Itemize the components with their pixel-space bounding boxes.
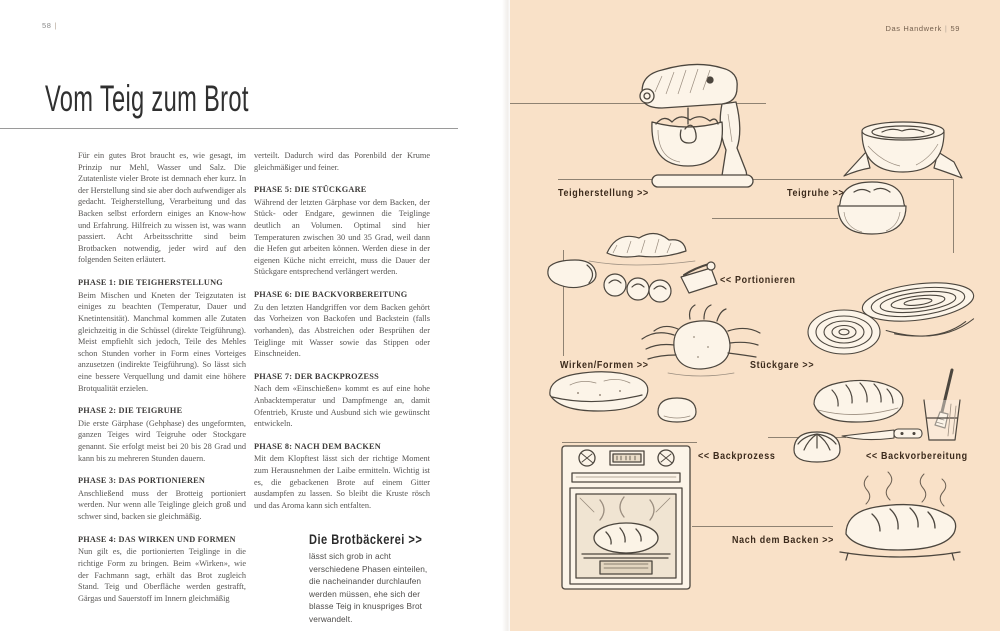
phase-2-body: Die erste Gärphase (Gehphase) des ungeformten, ganzen Teiges wird Teigruhe oder Stockgare genannt. Sie erfolgt meist bei 20 bis 28 Grad und kann bis zu mehreren Stunden dauern. (78, 418, 246, 463)
scored-loaf-illustration (810, 372, 908, 428)
knife-illustration (840, 424, 925, 446)
right-folio-divider: | (944, 24, 948, 33)
text-column-2 (254, 150, 430, 625)
small-dough-round-illustration (652, 392, 702, 426)
label-wirken-formen: Wirken/Formen >> (560, 359, 649, 371)
phase-3 (78, 475, 246, 522)
dough-portions-illustration (543, 225, 725, 305)
pleated-roll-illustration (790, 426, 845, 468)
right-header: Das Handwerk (885, 24, 942, 33)
right-folio (860, 24, 960, 33)
phase-2 (78, 405, 246, 464)
phase-6-heading: PHASE 6: DIE BACKVORBEREITUNG (254, 290, 408, 300)
intro-paragraph: Für ein gutes Brot braucht es, wie gesagt, im Prinzip nur Mehl, Wasser und Salz. Die Zutatenliste vieler Brote ist demnach eher kurz. In der Herstellung sind sie aber doch aufwendiger als gedacht. Teigherstellung, Verarbeitung und das Backen selbst erfordern einiges an Know-how und Erfahrung. Hilfreich zu wissen ist, was wann passiert. Acht Arbeitsschritte sind beim Brotbacken notwendig, jeder wird auf den folgenden Seiten erläutert. (78, 151, 246, 265)
phase-1 (78, 277, 246, 394)
connector-line (692, 526, 833, 527)
phase-4 (78, 534, 246, 605)
phase-4-heading: PHASE 4: DAS WIRKEN UND FORMEN (78, 534, 236, 544)
phase-6-body: Zu den letzten Handgriffen vor dem Backen gehört das Vorheizen von Backofen und Backstein (falls vorhanden), das Abstreichen oder Besprühen der Teiglinge mit Wasser sowie das Stippen oder Einschneiden. (254, 302, 430, 359)
steaming-bread-illustration (832, 470, 970, 566)
column2-continuation: verteilt. Dadurch wird das Porenbild der Krume gleichmäßiger und feiner. (254, 151, 430, 172)
phase-2-heading: PHASE 2: DIE TEIGRUHE (78, 406, 183, 416)
oven-with-bread-illustration (560, 440, 693, 593)
phase-1-heading: PHASE 1: DIE TEIGHERSTELLUNG (78, 278, 223, 288)
callout-title: Die Brotbäckerei >> (309, 532, 423, 548)
page-title: Vom Teig zum Brot (45, 78, 249, 119)
connector-line (712, 218, 838, 219)
phase-1-body: Beim Mischen und Kneten der Teigzutaten ist einiges zu beachten (Temperatur, Dauer und Knetintensität). Manchmal kommen alle Zutaten gleichzeitig in die Schüssel (direkte Teigführung). Meist empfiehlt sich jedoch, Teile des Mehles schon Stunden vorher in Form eines Vorteiges anzusetzen (indirekte Teigführung). So lässt sich eine bessere Verquellung und damit eine höhere Brotqualität erzielen. (78, 290, 246, 393)
label-nach-dem-backen: Nach dem Backen >> (732, 534, 835, 546)
phase-5-body: Während der letzten Gärphase vor dem Backen, der Stück- oder Endgare, gewinnen die Teiglinge deutlich an Volumen. Optimal sind hier Temperaturen zwischen 30 und 35 Grad, weil dann die Hefen gut arbeiten können. Werden diese in der eigenen Küche nicht erreicht, muss die Dauer der Stückgare entsprechend verlängert werden. (254, 197, 430, 277)
stand-mixer-illustration (618, 58, 770, 190)
phase-8 (254, 441, 430, 512)
label-teigruhe: Teigruhe >> (787, 187, 845, 199)
proofing-baskets-illustration (806, 276, 976, 358)
phase-5-heading: PHASE 5: DIE STÜCKGARE (254, 185, 367, 195)
page-gutter (502, 0, 510, 631)
phase-7 (254, 371, 430, 430)
folio-divider: | (54, 21, 58, 30)
phase-4-body: Nun gilt es, die portionierten Teiglinge in die richtige Form zu bringen. Beim «Wirken», wie der Fachmann sagt, erhält das Brot zugleich Stand. Teig und Oberfläche werden gestrafft, Gärgas und Sauerstoff im Innern gleichmäßig (78, 547, 246, 603)
water-glass-with-brush-illustration (918, 368, 966, 444)
phase-7-body: Nach dem «Einschießen» kommt es auf eine hohe Anbacktemperatur und Dampfmenge an, damit Ofentrieb, Kruste und Ausbund sich wie gewünscht entwickeln. (254, 384, 430, 429)
label-portionieren: << Portionieren (720, 274, 796, 286)
text-column-1 (78, 150, 246, 604)
phase-3-body: Anschließend muss der Brotteig portioniert werden. Nur wenn alle Teiglinge gleich groß und schwer sind, backen sie gleichmäßig. (78, 488, 246, 522)
phase-8-body: Mit dem Klopftest lässt sich der richtige Moment zum Herausnehmen der Laibe ermitteln. Wichtig ist es, die gebackenen Brote auf einem Gitter ausdampfen zu lassen. So bleibt die Kruste rösch und das Aroma kann sich entfalten. (254, 454, 430, 510)
phase-7-heading: PHASE 7: DER BACKPROZESS (254, 371, 379, 381)
phase-3-heading: PHASE 3: DAS PORTIONIEREN (78, 476, 206, 486)
label-teigherstellung: Teigherstellung >> (558, 187, 649, 199)
phase-6 (254, 289, 430, 360)
left-page-number: 58 (42, 21, 52, 30)
right-page-number: 59 (950, 24, 960, 33)
label-backvorbereitung: << Backvorbereitung (866, 450, 968, 462)
callout-body: lässt sich grob in acht verschiedene Phasen einteilen, die nacheinander durchlaufen werden müssen, ehe sich der blasse Teig in knuspriges Brot verwandelt. (309, 551, 428, 624)
label-stueckgare: Stückgare >> (750, 359, 815, 371)
label-backprozess: << Backprozess (698, 450, 776, 462)
phase-8-heading: PHASE 8: NACH DEM BACKEN (254, 441, 381, 451)
phase-5 (254, 184, 430, 278)
title-rule (0, 128, 458, 129)
left-folio (42, 21, 60, 30)
flat-loaves-illustration (542, 365, 654, 427)
brotbaeckerei-callout (309, 531, 435, 625)
